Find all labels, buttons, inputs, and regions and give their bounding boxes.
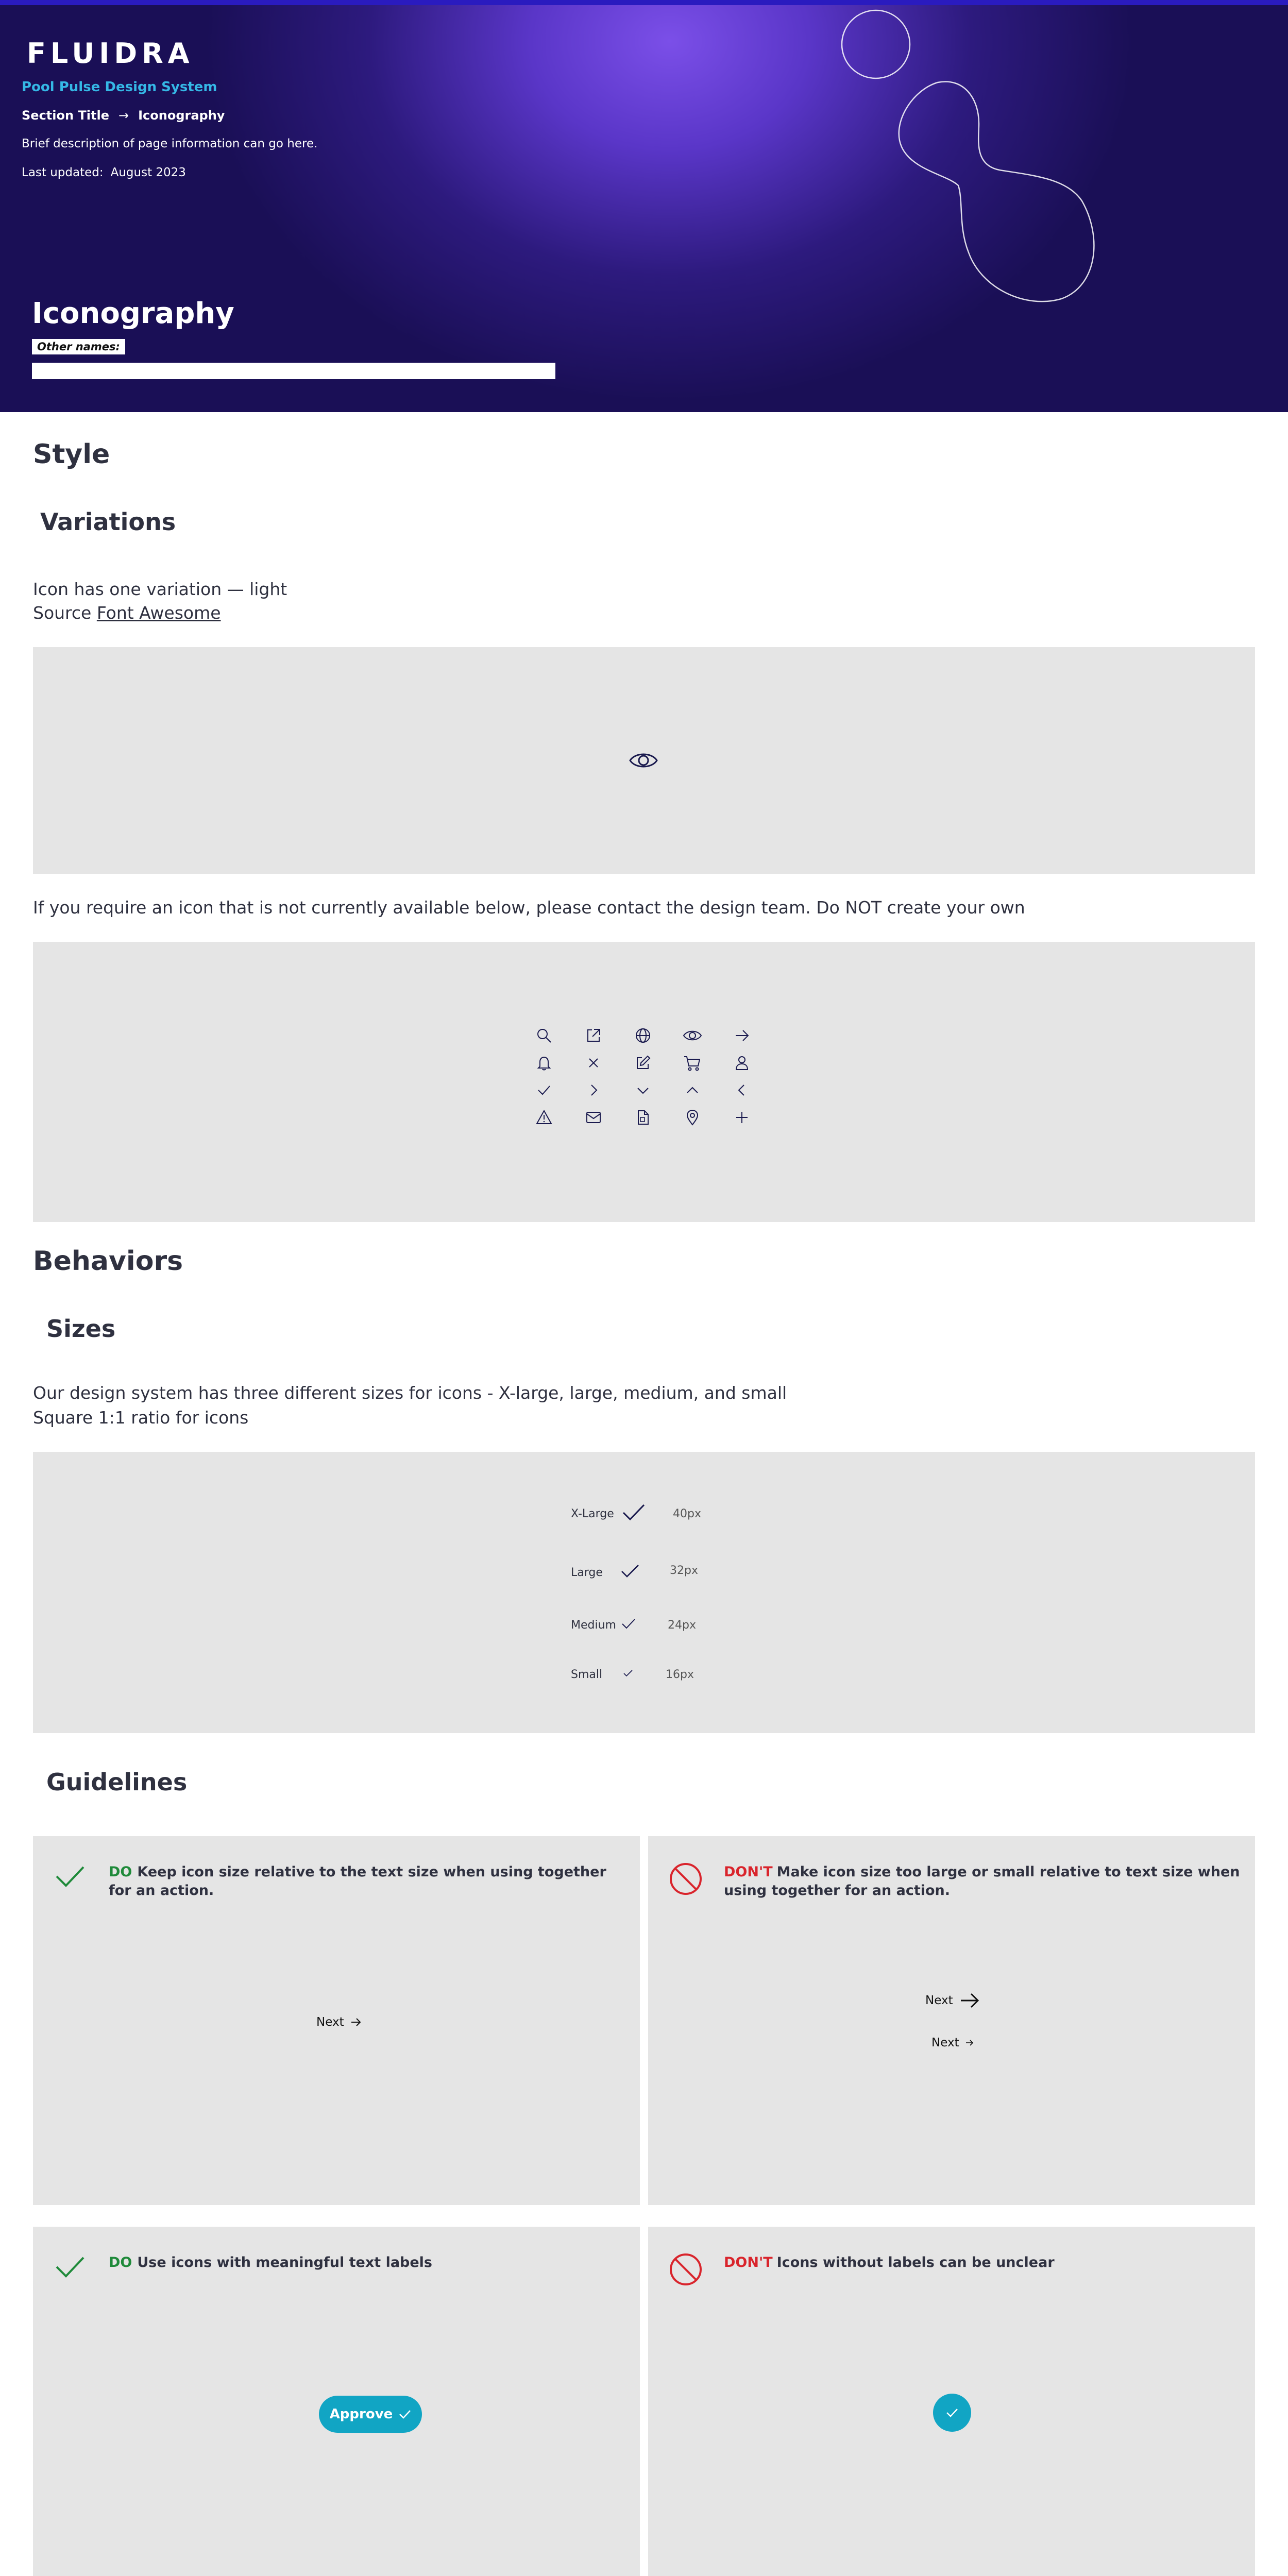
approve-button[interactable] [319,2396,422,2433]
cart-icon [680,1053,705,1073]
next-label: Next [931,2036,959,2049]
hero-top-line [0,0,1288,5]
request-note: If you require an icon that is not currently available below, please contact the design team. Do NOT create your own [33,897,1025,918]
hero-banner [0,0,1288,412]
style-heading: Style [33,439,110,470]
breadcrumb-current: Iconography [138,108,225,123]
breadcrumb [22,108,225,123]
globe-icon [631,1025,655,1046]
decorative-bubbles-icon [835,5,1103,314]
do-label: DO [109,1864,132,1880]
next-label: Next [925,1994,953,2007]
edit-icon [631,1053,655,1073]
page-description: Brief description of page information can go here. [22,137,318,150]
size-label-large: Large [571,1566,603,1579]
check-icon [399,2409,411,2419]
guideline-card-dont-labels [648,2227,1255,2576]
guideline-text [109,2253,629,2272]
file-icon [631,1107,655,1128]
source-prefix: Source [33,603,92,623]
fluidra-logo[interactable]: FLUIDRA [27,37,194,70]
envelope-icon [581,1107,606,1128]
search-icon [532,1025,556,1046]
breadcrumb-section[interactable]: Section Title [22,108,109,123]
do-label: DO [109,2255,132,2270]
next-link-undersized-icon-example[interactable] [931,2036,974,2049]
warning-icon [532,1107,556,1128]
brand-subtitle: Pool Pulse Design System [22,79,217,95]
size-label-small: Small [571,1668,603,1681]
next-link-example[interactable] [316,2015,362,2029]
dont-label: DON'T [724,1864,773,1880]
check-icon-medium [621,1618,636,1630]
last-updated-label: Last updated: [22,166,104,179]
sizes-text-1: Our design system has three different sizes for icons - X-large, large, medium, and small [33,1383,787,1403]
size-px-small: 16px [666,1668,694,1681]
do-check-icon [54,1862,87,1891]
chevron-right-icon [581,1080,606,1100]
chevron-left-icon [730,1080,754,1100]
source-line [33,601,221,625]
sizes-text-2: Square 1:1 ratio for icons [33,1408,249,1428]
close-icon [581,1053,606,1073]
icon-set-grid [532,1025,754,1128]
guidelines-heading: Guidelines [46,1768,188,1796]
size-label-xlarge: X-Large [571,1507,614,1520]
icon-only-button[interactable] [933,2394,971,2432]
eye-icon [629,749,658,772]
guideline-card-do-labels [33,2227,640,2576]
dont-ban-icon [669,2252,703,2286]
external-link-icon [581,1025,606,1046]
dont-ban-icon [669,1862,703,1896]
guideline-card-dont-size [648,1836,1255,2205]
guideline-text [724,1863,1244,1900]
last-updated-value: August 2023 [110,166,186,179]
size-row-large [571,1566,603,1579]
breadcrumb-arrow-icon: → [118,108,129,123]
sizes-heading: Sizes [46,1315,116,1343]
variation-preview-panel [33,647,1255,874]
arrow-right-icon [350,2017,362,2027]
next-link-oversized-icon-example[interactable] [925,1992,980,2009]
guideline-text [109,1863,629,1900]
size-label-medium: Medium [571,1619,616,1632]
check-icon-large [620,1563,640,1580]
page-title: Iconography [32,297,234,330]
check-icon [945,2408,959,2418]
chevron-down-icon [631,1080,655,1100]
guideline-body: Use icons with meaningful text labels [137,2255,433,2270]
font-awesome-link[interactable]: Font Awesome [96,603,221,623]
check-icon-xlarge [621,1502,646,1523]
size-row-xlarge [571,1507,614,1520]
arrow-right-icon [730,1025,754,1046]
do-check-icon [54,2252,87,2281]
other-names-label: Other names: [32,339,125,354]
check-icon [532,1080,556,1100]
guideline-card-do-size [33,1836,640,2205]
guideline-body: Icons without labels can be unclear [776,2255,1055,2270]
user-icon [730,1053,754,1073]
size-px-large: 32px [670,1564,698,1577]
dont-label: DON'T [724,2255,773,2270]
guideline-body: Make icon size too large or small relative to text size when using together for an action. [724,1864,1240,1899]
size-px-xlarge: 40px [673,1507,701,1520]
arrow-right-icon-large [959,1992,980,2009]
sizes-panel [33,1452,1255,1733]
arrow-right-icon-small [965,2039,974,2046]
guideline-body: Keep icon size relative to the text size when using together for an action. [109,1864,606,1899]
next-label: Next [316,2015,344,2029]
other-names-field [32,363,555,379]
bell-icon [532,1053,556,1073]
plus-icon [730,1107,754,1128]
size-row-small [571,1668,602,1681]
size-px-medium: 24px [668,1619,696,1632]
eye-icon [680,1025,705,1046]
variation-text: Icon has one variation — light [33,579,287,599]
guideline-text [724,2253,1244,2272]
location-pin-icon [680,1107,705,1128]
chevron-up-icon [680,1080,705,1100]
behaviors-heading: Behaviors [33,1246,183,1277]
variations-heading: Variations [40,508,176,536]
last-updated [22,166,186,179]
size-row-medium [571,1619,616,1632]
approve-label: Approve [329,2406,393,2422]
check-icon-small [623,1669,633,1677]
